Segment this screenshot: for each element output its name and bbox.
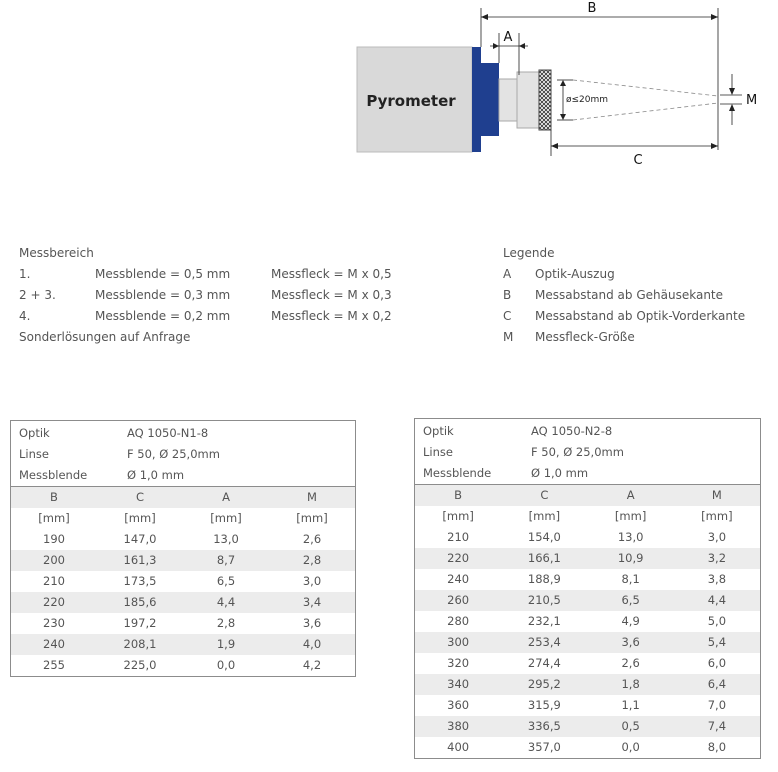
info-value: AQ 1050-N2-8 [531,424,613,438]
table-row [415,716,760,737]
table-cell: 10,9 [617,551,644,565]
column-unit: [mm] [701,509,733,523]
table-cell: 5,4 [707,635,727,649]
table-cell: 0,0 [216,658,236,672]
info-label: Optik [19,426,50,440]
table-cell: 200 [43,553,65,567]
table-cell: 6,4 [707,677,727,691]
table-cell: 357,0 [527,740,561,754]
messbereich-note: Sonderlösungen auf Anfrage [19,330,191,344]
table-cell: 3,8 [707,572,727,586]
table-cell: 4,9 [621,614,640,628]
table-row [11,571,355,592]
table-cell: 8,7 [216,553,236,567]
table-row [415,653,760,674]
info-label: Messblende [19,468,88,482]
table-cell: 4,4 [707,593,727,607]
table-cell: 173,5 [123,574,157,588]
table-row [11,634,355,655]
table-cell: 7,4 [707,719,727,733]
table-info-row [415,442,760,463]
table-info-header [415,419,760,485]
info-label: Linse [423,445,453,459]
legende-section [503,243,763,348]
info-label: Optik [423,424,454,438]
legende-item: M Messfleck-Größe [503,330,635,344]
table-info-header [11,421,355,487]
device-label: Pyrometer [366,92,456,110]
column-unit: [mm] [442,509,474,523]
table-cell: 255 [43,658,65,672]
table-row [11,613,355,634]
column-unit: [mm] [528,509,561,523]
pyrometer-diagram [0,0,778,200]
column-header: M [307,490,317,504]
table-cell: 295,2 [527,677,561,691]
table-cell: 315,9 [527,698,561,712]
table-unit-row [11,508,355,529]
table-cell: 3,2 [707,551,727,565]
table-cell: 13,0 [213,532,239,546]
table-cell: 7,0 [707,698,727,712]
table-row [415,737,760,758]
table-cell: 4,4 [216,595,236,609]
info-label: Messblende [423,466,492,480]
info-value: F 50, Ø 25,0mm [127,447,220,461]
column-header: C [540,488,549,502]
messbereich-title: Messbereich [19,246,94,260]
table-info-row [415,421,760,442]
legende-item: C Messabstand ab Optik-Vorderkante [503,309,746,323]
table-unit-row [415,506,760,527]
info-value: Ø 1,0 mm [127,468,185,482]
table-row [415,695,760,716]
table-cell: 8,0 [707,740,727,754]
table-row [415,527,760,548]
table-cell: 210,5 [527,593,561,607]
table-cell: 6,5 [621,593,640,607]
table-row [415,674,760,695]
legende-item: B Messabstand ab Gehäusekante [503,288,724,302]
table-header-row [415,485,760,506]
info-value: F 50, Ø 25,0mm [531,445,624,459]
info-label: Linse [19,447,49,461]
messbereich-row: 1. Messblende = 0,5 mm Messfleck = M x 0,5 [19,267,392,281]
table-cell: 240 [447,572,470,586]
legende-item: A Optik-Auszug [503,267,615,281]
table-cell: 232,1 [527,614,561,628]
aperture-label: ø≤20mm [566,95,609,105]
messbereich-row: 2 + 3. Messblende = 0,3 mm Messfleck = M x 0,3 [19,288,392,302]
table-cell: 320 [447,656,470,670]
table-cell: 210 [43,574,65,588]
table-cell: 380 [447,719,470,733]
table-cell: 3,0 [302,574,322,588]
table-cell: 154,0 [527,530,561,544]
column-unit: [mm] [38,511,70,525]
table-info-row [11,423,355,444]
table-cell: 13,0 [617,530,644,544]
table-cell: 208,1 [123,637,157,651]
table-cell: 3,4 [302,595,322,609]
column-header: A [222,490,230,504]
column-unit: [mm] [124,511,156,525]
column-header: A [626,488,635,502]
table-cell: 360 [447,698,470,712]
table-cell: 161,3 [123,553,157,567]
messbereich-section [19,243,419,348]
label-c: C [633,153,643,168]
table-row [11,655,355,676]
table-row [11,529,355,550]
table-cell: 2,8 [302,553,322,567]
table-cell: 1,9 [216,637,236,651]
table-cell: 300 [447,635,470,649]
table-cell: 2,6 [621,656,640,670]
column-header: M [711,488,722,502]
table-cell: 2,6 [302,532,322,546]
optic-tube-large [517,72,539,128]
table-cell: 0,0 [621,740,640,754]
column-header: C [135,490,145,504]
table-cell: 400 [447,740,470,754]
column-header: B [454,488,463,502]
table-cell: 166,1 [527,551,561,565]
table-row [415,548,760,569]
column-unit: [mm] [210,511,242,525]
label-m: M [746,93,758,108]
table-cell: 3,0 [707,530,727,544]
table-cell: 220 [43,595,65,609]
table-cell: 197,2 [123,616,157,630]
table-cell: 225,0 [123,658,157,672]
table-cell: 230 [43,616,65,630]
table-cell: 2,8 [216,616,236,630]
legende-title: Legende [503,246,555,260]
table-cell: 5,0 [707,614,727,628]
table-cell: 280 [447,614,470,628]
table-cell: 3,6 [302,616,322,630]
flange-inner [481,63,499,136]
column-header: B [50,490,58,504]
table-row [11,550,355,571]
optik-table-n2 [414,418,761,759]
label-a: A [503,30,513,45]
optik-table-n1 [10,420,356,677]
table-cell: 253,4 [527,635,561,649]
table-cell: 274,4 [527,656,561,670]
table-header-row [11,487,355,508]
table-cell: 4,2 [302,658,322,672]
table-cell: 220 [447,551,470,565]
table-cell: 3,6 [621,635,640,649]
table-cell: 188,9 [527,572,561,586]
column-unit: [mm] [296,511,328,525]
table-cell: 4,0 [302,637,322,651]
table-cell: 8,1 [621,572,640,586]
table-cell: 0,5 [621,719,640,733]
table-row [415,611,760,632]
label-b: B [587,1,597,16]
table-info-row [11,465,355,486]
table-row [415,569,760,590]
messbereich-row: 4. Messblende = 0,2 mm Messfleck = M x 0,2 [19,309,392,323]
table-cell: 190 [43,532,65,546]
info-value: AQ 1050-N1-8 [127,426,209,440]
table-cell: 147,0 [123,532,157,546]
table-cell: 1,1 [621,698,640,712]
table-row [11,592,355,613]
table-cell: 336,5 [527,719,561,733]
table-info-row [11,444,355,465]
table-cell: 210 [447,530,470,544]
info-value: Ø 1,0 mm [531,466,589,480]
flange-outer [472,47,481,152]
table-cell: 240 [43,637,65,651]
table-cell: 6,0 [707,656,727,670]
table-cell: 1,8 [621,677,640,691]
table-cell: 6,5 [216,574,236,588]
table-cell: 340 [447,677,470,691]
table-row [415,590,760,611]
knurled-ring [539,70,551,130]
table-cell: 260 [447,593,470,607]
table-info-row [415,463,760,484]
table-cell: 185,6 [123,595,157,609]
table-row [415,632,760,653]
column-unit: [mm] [614,509,647,523]
optic-tube-small [499,79,519,121]
